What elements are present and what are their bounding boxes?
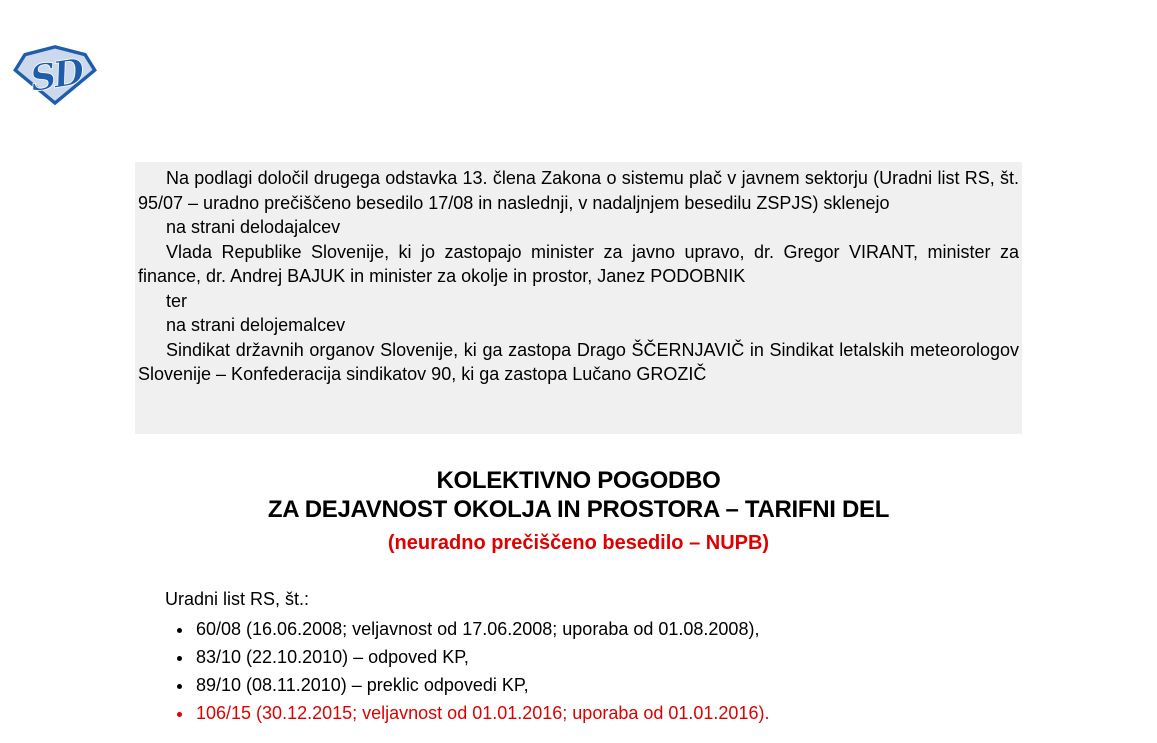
document-title-block xyxy=(0,466,1157,555)
gazette-label: Uradni list RS, št.: xyxy=(165,589,310,609)
gazette-list-item: • 83/10 (22.10.2010) – odpoved KP, xyxy=(194,643,995,671)
logo-letters: SD xyxy=(27,50,85,101)
preamble-block xyxy=(135,162,1022,434)
preamble-paragraph: Sindikat državnih organov Slovenije, ki ga zastopa Drago ŠČERNJAVIČ in Sindikat letalskih meteorologov Slovenije – Konfederacija sindikatov 90, ki ga zastopa Lučano GROZIČ xyxy=(138,339,1019,384)
preamble-paragraph: ter xyxy=(166,290,188,311)
gazette-list-item: • 89/10 (08.11.2010) – preklic odpovedi KP, xyxy=(194,671,995,699)
document-subtitle: (neuradno prečiščeno besedilo – NUPB) xyxy=(387,532,770,554)
preamble-paragraph: Vlada Republike Slovenije, ki jo zastopajo minister za javno upravo, dr. Gregor VIRANT, minister za finance, dr. Andrej BAJUK in minister za okolje in prostor, Janez PODOBNIK xyxy=(138,241,1019,286)
gazette-list xyxy=(165,615,995,727)
preamble-paragraph: na strani delojemalcev xyxy=(166,315,346,335)
document-title-line2: ZA DEJAVNOST OKOLJA IN PROSTORA – TARIFNI DEL xyxy=(267,496,890,523)
gazette-list-item: • 106/15 (30.12.2015; veljavnost od 01.01.2016; uporaba od 01.01.2016). xyxy=(194,699,995,727)
document-title-line1: KOLEKTIVNO POGODBO xyxy=(436,467,721,494)
preamble-paragraph: na strani delodajalcev xyxy=(166,217,341,237)
gazette-section xyxy=(165,587,995,727)
gazette-list-item: • 60/08 (16.06.2008; veljavnost od 17.06.2008; uporaba od 01.08.2008), xyxy=(194,615,995,643)
sd-shield-logo-icon xyxy=(11,44,99,106)
preamble-paragraph: Na podlagi določil drugega odstavka 13. člena Zakona o sistemu plač v javnem sektorju (Uradni list RS, št. 95/07 – uradno prečiščeno besedilo 17/08 in naslednji, v nadaljnjem besedilu ZSPJS) sklenejo xyxy=(138,168,1019,213)
